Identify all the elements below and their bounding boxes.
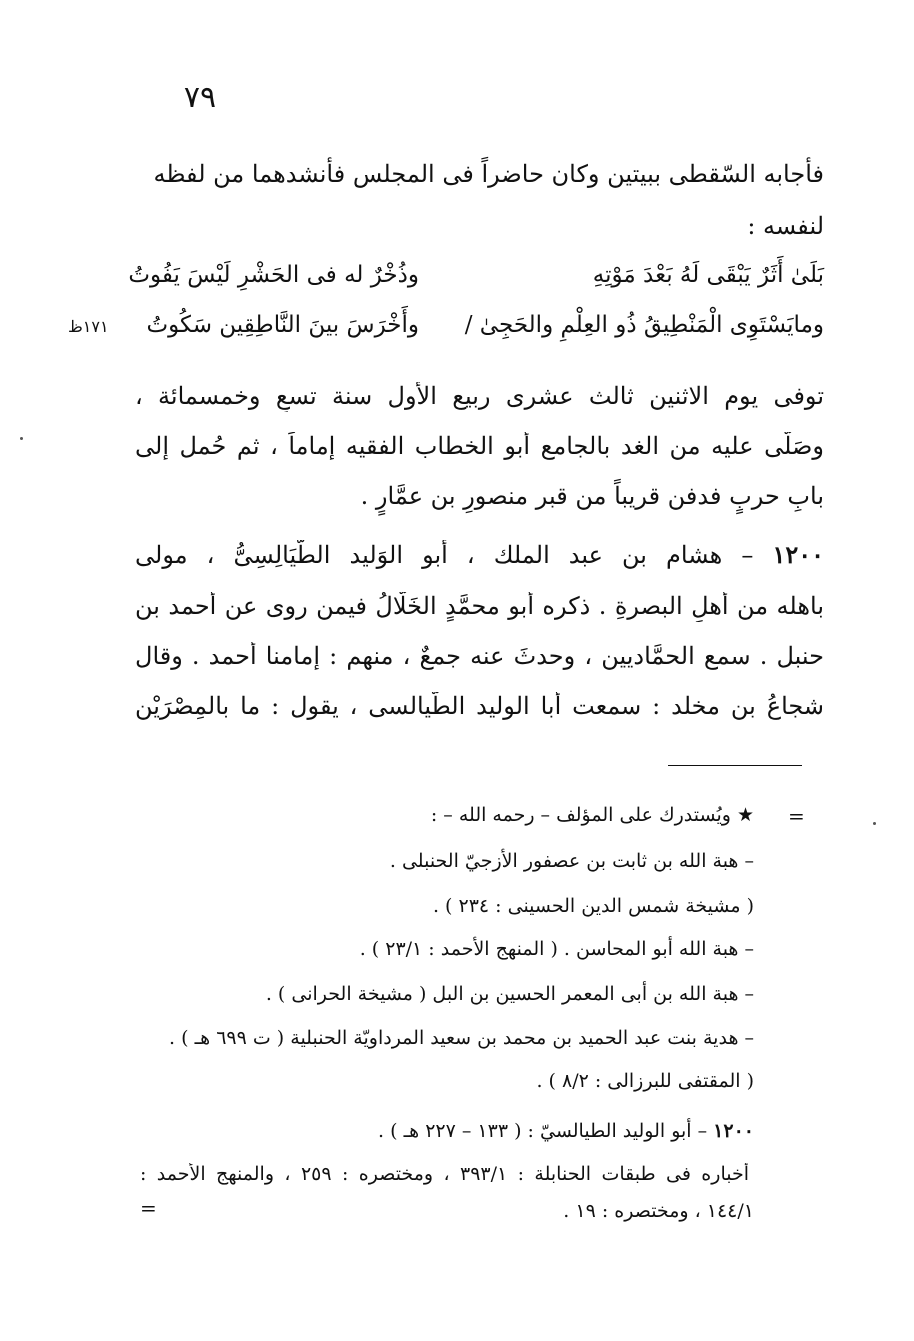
page-speck (873, 822, 876, 825)
entry-number: ١٢٠٠ (772, 540, 824, 569)
intro-line-1: فأجابه السّقطى ببيتين وكان حاضراً فى المجلس فأنشدهما من لفظه (153, 160, 824, 188)
footnote-sources-line-1: أخباره فى طبقات الحنابلة : ٣٩٣/١ ، ومختصره : ٢٥٩ ، والمنهج الأحمد : (140, 1163, 749, 1185)
entry-heading-text: – هشام بن عبد الملك ، أبو الوَليد الطَّيَالِسِىُّ ، مولى (135, 541, 754, 569)
footnote-line-4: – هبة الله أبو المحاسن . ( المنهج الأحمد : ٢٣/١ ) . (359, 938, 754, 960)
footnote-divider (668, 765, 802, 766)
footnote-continuation-marker: = (788, 804, 805, 828)
footnote-sources-line-2: ١٤٤/١ ، ومختصره : ١٩ . (563, 1200, 754, 1222)
verse-2-second-hemistich: وأَخْرَسَ بينَ النَّاطِقِين سَكُوتُ (146, 312, 419, 338)
entry-line-2: باهله من أهلِ البصرةِ . ذكره أبو محمَّدٍ الخَلَّالُ فيمن روى عن أحمد بن (135, 592, 824, 620)
verse-1-first-hemistich: بَلَىٰ أَثَرٌ يَبْقَى لَهُ بَعْدَ مَوْتِهِ (592, 262, 824, 288)
footnote-line-6: – هدية بنت عبد الحميد بن محمد بن سعيد المرداويّة الحنبلية ( ت ٦٩٩ هـ ) . (169, 1027, 754, 1049)
manuscript-folio-note: ١٧١ظ (68, 317, 109, 336)
death-paragraph-line-1: توفى يوم الاثنين ثالث عشرى ربيع الأول سنة تسعٍ وخمسمائة ، (135, 382, 824, 410)
intro-line-2: لنفسه : (747, 212, 824, 240)
footnote-line-5: – هبة الله بن أبى المعمر الحسين بن البل ( مشيخة الحرانى ) . (265, 983, 754, 1005)
footnote-line-3: ( مشيخة شمس الدين الحسينى : ٢٣٤ ) . (432, 895, 754, 917)
footnote-entry-1200 (378, 1120, 754, 1142)
footnote-line-1: ★ ويُستدرك على المؤلف – رحمه الله – : (430, 804, 754, 826)
footnote-end-marker: = (140, 1196, 157, 1220)
page-number: ٧٩ (183, 80, 217, 115)
footnote-line-2: – هبة الله بن ثابت بن عصفور الأزجيّ الحنبلى . (389, 850, 754, 872)
footnote-line-7: ( المقتفى للبرزالى : ٨/٢ ) . (536, 1070, 754, 1092)
entry-line-3: حنبل . سمع الحمَّاديين ، وحدثَ عنه جمعٌ ، منهم : إمامنا أحمد . وقال (135, 642, 824, 670)
death-paragraph-line-2: وصَلَّى عليه من الغد بالجامع أبو الخطاب الفقيه إماماً ، ثم حُمل إلى (135, 432, 824, 460)
entry-1200-first-line (135, 540, 824, 572)
page-speck (20, 437, 23, 440)
verse-2-first-hemistich: ومايَسْتَوِى الْمَنْطِيقُ ذُو العِلْمِ والحَجِىٰ / (464, 312, 824, 338)
death-paragraph-line-3: بابِ حربٍ فدفن قريباً من قبر منصورِ بن عمَّارٍ . (360, 482, 824, 510)
verse-1-second-hemistich: وذُخْرٌ له فى الحَشْرِ لَيْسَ يَفُوتُ (128, 262, 419, 288)
footnote-entry-text: – أبو الوليد الطيالسيّ : ( ١٣٣ – ٢٢٧ هـ ) . (378, 1120, 708, 1142)
footnote-entry-number: ١٢٠٠ (713, 1120, 754, 1142)
entry-line-4: شجاعُ بن مخلد : سمعت أبا الوليد الطَّيالسى ، يقول : ما بالمِصْرَيْن (135, 692, 824, 720)
